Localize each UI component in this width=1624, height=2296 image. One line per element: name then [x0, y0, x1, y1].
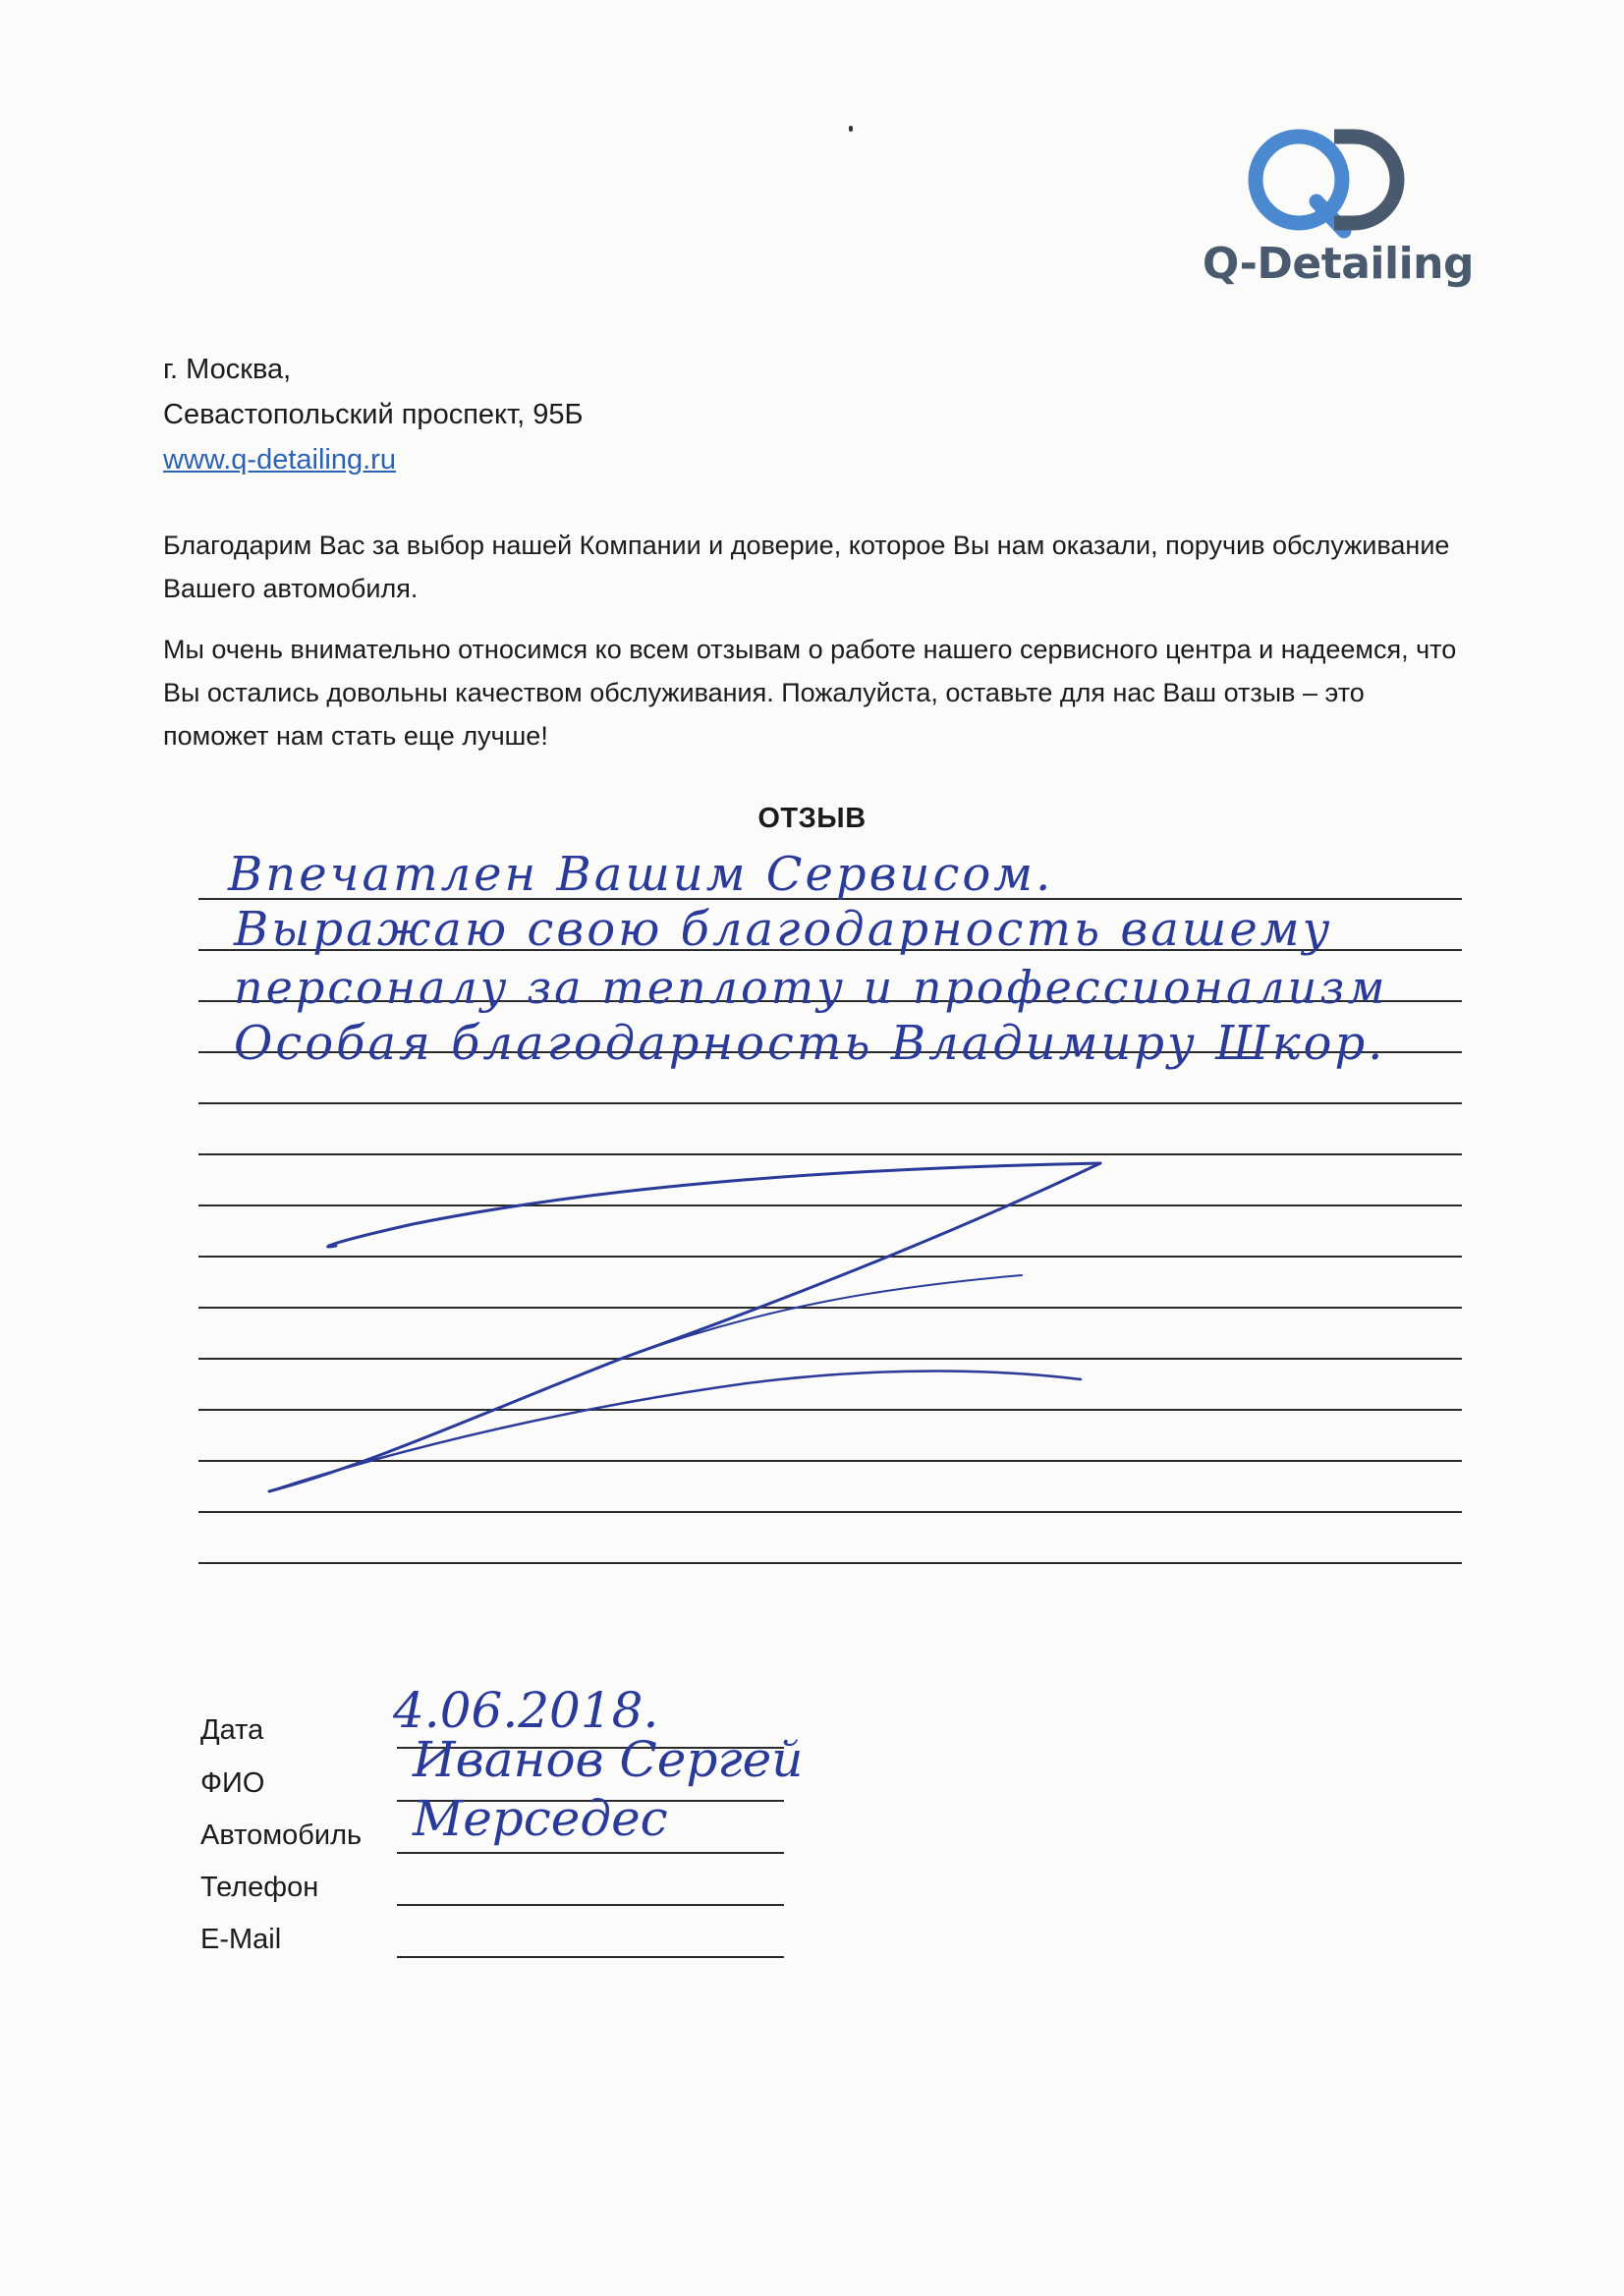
fio-value: Иванов Сергей	[413, 1731, 804, 1788]
qd-logo-icon	[1238, 123, 1415, 239]
review-line	[198, 1153, 1462, 1155]
review-title: ОТЗЫВ	[757, 803, 867, 834]
date-label: Дата	[200, 1714, 264, 1746]
logo-text: Q-Detailing	[1202, 239, 1474, 289]
email-label: E-Mail	[200, 1924, 282, 1955]
review-text-line-4: Особая благодарность Владимиру Шкор.	[234, 1016, 1386, 1071]
email-line	[397, 1956, 784, 1958]
strike-signature-icon	[255, 1159, 1140, 1513]
car-line	[397, 1852, 784, 1854]
date-value: 4.06.2018.	[393, 1682, 659, 1739]
phone-line	[397, 1904, 784, 1906]
review-text-line-1: Впечатлен Вашим Сервисом.	[228, 847, 1054, 902]
company-logo	[1179, 123, 1474, 300]
request-paragraph: Мы очень внимательно относимся ко всем отзывам о работе нашего сервисного центра и надеемся, что Вы остались довольны качеством обслуживания. Пожалуйста, оставьте для нас Ваш отзыв – это поможет нам стать еще лучше!	[163, 635, 1457, 751]
fio-label: ФИО	[200, 1767, 265, 1799]
address-street: Севастопольский проспект, 95Б	[163, 399, 584, 430]
car-value: Мерседес	[413, 1790, 668, 1847]
review-text-line-2: Выражаю свою благодарность вашему	[234, 902, 1333, 957]
intro-paragraph: Благодарим Вас за выбор нашей Компании и доверие, которое Вы нам оказали, поручив обслуживание Вашего автомобиля.	[163, 531, 1450, 603]
website-link[interactable]: www.q-detailing.ru	[163, 444, 396, 476]
car-label: Автомобиль	[200, 1820, 363, 1851]
address-city: г. Москва,	[163, 354, 292, 385]
address-block	[163, 347, 584, 482]
phone-label: Телефон	[200, 1872, 319, 1903]
review-text-line-3: персоналу за теплоту и профессионализм	[234, 961, 1388, 1014]
review-line	[198, 1562, 1462, 1564]
review-line	[198, 1102, 1462, 1104]
paper-speck	[849, 126, 853, 132]
